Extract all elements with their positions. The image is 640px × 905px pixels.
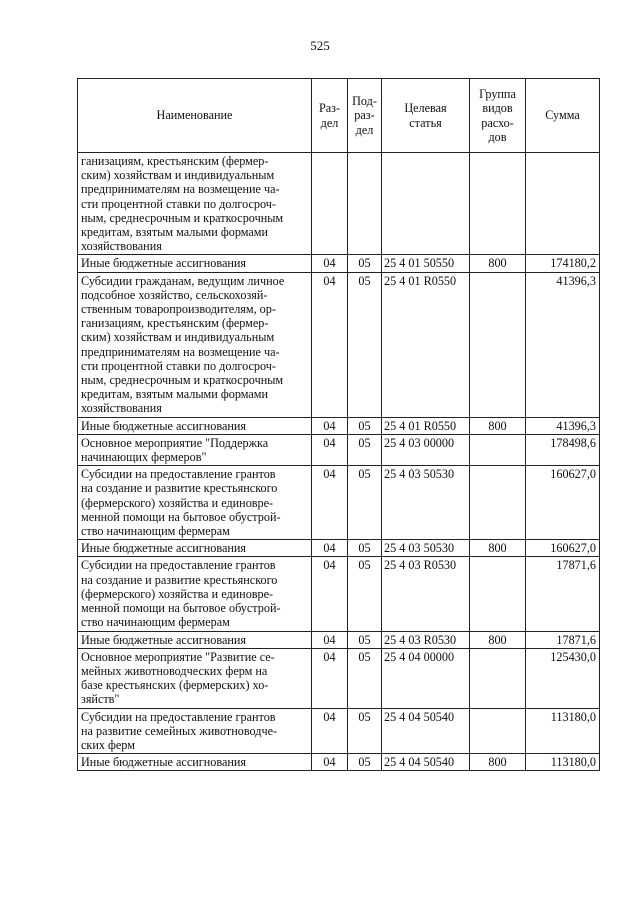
cell-sum: 17871,6 [526, 557, 600, 631]
cell-subsection [348, 153, 382, 255]
cell-section: 04 [312, 255, 348, 272]
cell-subsection: 05 [348, 648, 382, 708]
table-row [78, 754, 600, 771]
cell-name: Иные бюджетные ассигнования [78, 631, 312, 648]
cell-name: Иные бюджетные ассигнования [78, 417, 312, 434]
cell-group [470, 153, 526, 255]
cell-name: Иные бюджетные ассигнования [78, 754, 312, 771]
cell-sum: 113180,0 [526, 754, 600, 771]
table-header-row [78, 79, 600, 153]
cell-name: ганизациям, крестьянским (фермер- ским) хозяйствам и индивидуальным предпринимателям на возмещение ча- сти процентной ставки по долгосроч- ным, среднесрочным и краткосрочным кредитам, взятым малыми формами хозяйствования [78, 153, 312, 255]
table-row [78, 631, 600, 648]
budget-table [77, 78, 600, 771]
cell-section: 04 [312, 631, 348, 648]
cell-name: Основное мероприятие "Поддержка начинающих фермеров" [78, 434, 312, 465]
cell-name: Иные бюджетные ассигнования [78, 540, 312, 557]
cell-section: 04 [312, 540, 348, 557]
table-row [78, 540, 600, 557]
cell-target: 25 4 01 50550 [382, 255, 470, 272]
table-row [78, 434, 600, 465]
table-row [78, 466, 600, 540]
cell-sum: 160627,0 [526, 466, 600, 540]
cell-sum: 160627,0 [526, 540, 600, 557]
cell-target: 25 4 03 50530 [382, 466, 470, 540]
table-row [78, 708, 600, 754]
table-row [78, 557, 600, 631]
cell-sum: 113180,0 [526, 708, 600, 754]
table-row [78, 648, 600, 708]
cell-sum: 125430,0 [526, 648, 600, 708]
cell-group: 800 [470, 417, 526, 434]
cell-section: 04 [312, 557, 348, 631]
cell-subsection: 05 [348, 754, 382, 771]
cell-sum: 41396,3 [526, 417, 600, 434]
header-section: Раз- дел [312, 79, 348, 153]
cell-section: 04 [312, 754, 348, 771]
header-sum: Сумма [526, 79, 600, 153]
cell-group [470, 466, 526, 540]
cell-target: 25 4 01 R0550 [382, 417, 470, 434]
cell-group [470, 648, 526, 708]
cell-name: Иные бюджетные ассигнования [78, 255, 312, 272]
cell-target: 25 4 03 R0530 [382, 557, 470, 631]
cell-subsection: 05 [348, 708, 382, 754]
cell-sum: 17871,6 [526, 631, 600, 648]
cell-target: 25 4 03 R0530 [382, 631, 470, 648]
cell-sum: 41396,3 [526, 272, 600, 417]
cell-target: 25 4 03 00000 [382, 434, 470, 465]
cell-name: Субсидии гражданам, ведущим личное подсобное хозяйство, сельскохозяй- ственным товаропроизводителям, ор- ганизациям, крестьянским (фермер- ским) хозяйствам и индивидуальным предпринимателям на возмещение ча- сти процентной ставки по долгосроч- ным, среднесрочным и краткосрочным кредитам, взятым малыми формами хозяйствования [78, 272, 312, 417]
table-row [78, 272, 600, 417]
cell-subsection: 05 [348, 434, 382, 465]
cell-group [470, 434, 526, 465]
cell-subsection: 05 [348, 417, 382, 434]
table-row [78, 417, 600, 434]
cell-name: Основное мероприятие "Развитие се- мейных животноводческих ферм на базе крестьянских (фермерских) хо- зяйств" [78, 648, 312, 708]
cell-target: 25 4 04 50540 [382, 754, 470, 771]
cell-section: 04 [312, 708, 348, 754]
header-subsection: Под- раз- дел [348, 79, 382, 153]
table-row [78, 153, 600, 255]
cell-group [470, 708, 526, 754]
cell-section: 04 [312, 272, 348, 417]
cell-sum: 174180,2 [526, 255, 600, 272]
cell-target: 25 4 03 50530 [382, 540, 470, 557]
cell-subsection: 05 [348, 631, 382, 648]
header-group: Группа видов расхо- дов [470, 79, 526, 153]
cell-section: 04 [312, 648, 348, 708]
cell-group [470, 272, 526, 417]
cell-section: 04 [312, 434, 348, 465]
cell-group: 800 [470, 540, 526, 557]
cell-subsection: 05 [348, 272, 382, 417]
cell-group [470, 557, 526, 631]
cell-section: 04 [312, 466, 348, 540]
cell-name: Субсидии на предоставление грантов на развитие семейных животноводче- ских ферм [78, 708, 312, 754]
cell-subsection: 05 [348, 557, 382, 631]
cell-name: Субсидии на предоставление грантов на создание и развитие крестьянского (фермерского) хозяйства и единовре- менной помощи на бытовое обустрой- ство начинающим фермерам [78, 466, 312, 540]
header-name: Наименование [78, 79, 312, 153]
cell-subsection: 05 [348, 540, 382, 557]
cell-target: 25 4 04 50540 [382, 708, 470, 754]
table-row [78, 255, 600, 272]
cell-section [312, 153, 348, 255]
cell-sum: 178498,6 [526, 434, 600, 465]
cell-group: 800 [470, 255, 526, 272]
cell-subsection: 05 [348, 466, 382, 540]
page-number: 525 [310, 38, 330, 53]
cell-group: 800 [470, 754, 526, 771]
cell-target: 25 4 01 R0550 [382, 272, 470, 417]
cell-section: 04 [312, 417, 348, 434]
cell-sum [526, 153, 600, 255]
cell-target [382, 153, 470, 255]
cell-name: Субсидии на предоставление грантов на создание и развитие крестьянского (фермерского) хозяйства и единовре- менной помощи на бытовое обустрой- ство начинающим фермерам [78, 557, 312, 631]
header-target: Целевая статья [382, 79, 470, 153]
cell-target: 25 4 04 00000 [382, 648, 470, 708]
cell-group: 800 [470, 631, 526, 648]
cell-subsection: 05 [348, 255, 382, 272]
